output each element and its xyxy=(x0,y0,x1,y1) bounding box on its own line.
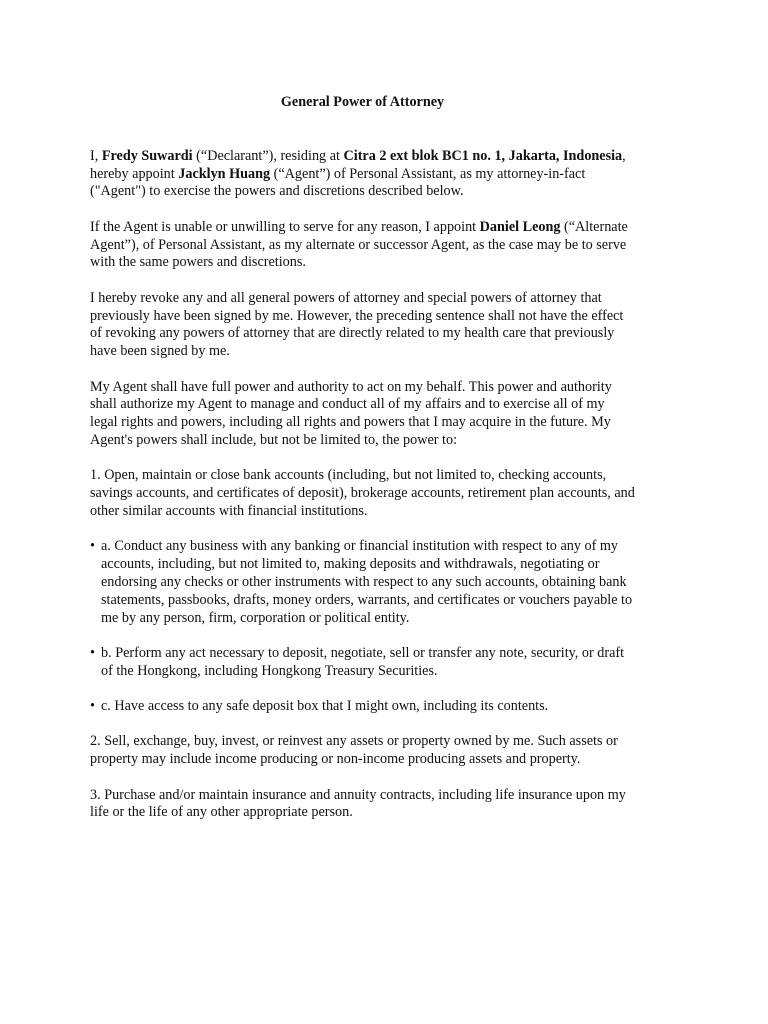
authority-paragraph: My Agent shall have full power and authority to act on my behalf. This power and authority shall authorize my Agent to manage and conduct all of my affairs and to exercise all of my legal rights and powers, including all rights and powers that I may acquire in the future. My Agent's powers shall include, but not be limited to, the power to: xyxy=(90,378,612,448)
bullet-marker: • xyxy=(90,644,95,661)
declarant-address: Citra 2 ext blok BC1 no. 1, Jakarta, Indonesia xyxy=(343,147,623,164)
power-item-1: 1. Open, maintain or close bank accounts (including, but not limited to, checking accounts, savings accounts, and certificates of deposit), brokerage accounts, retirement plan accounts, and other similar accounts with financial institutions. xyxy=(90,467,635,519)
bullet-marker: • xyxy=(90,538,95,555)
bank-powers-list xyxy=(90,538,635,716)
document-title: General Power of Attorney xyxy=(280,94,445,110)
list-item-text: a. Conduct any business with any banking or financial institution with respect to any of my accounts, including, but not limited to, making deposits and withdrawals, negotiating or endorsing any checks or other instruments with respect to any such accounts, obtaining bank statements, passbooks, drafts, money orders, warrants, and certificates or vouchers payable to me by any person, firm, corporation or political entity. xyxy=(101,538,633,626)
list-item xyxy=(90,538,635,627)
power-item-3: 3. Purchase and/or maintain insurance and annuity contracts, including life insurance upon my life or the life of any other appropriate person. xyxy=(90,786,626,821)
alternate-agent-paragraph xyxy=(90,219,635,272)
revocation-paragraph: I hereby revoke any and all general powers of attorney and special powers of attorney that previously have been signed by me. However, the preceding sentence shall not have the effect of revoking any powers of attorney that are directly related to my health care that previously have been signed by me. xyxy=(90,289,624,360)
list-item xyxy=(90,645,635,681)
power-item-2: 2. Sell, exchange, buy, invest, or reinvest any assets or property owned by me. Such assets or property may include income producing or non-income producing assets and property. xyxy=(90,733,618,768)
appointment-text-4: (“Agent”) of Personal Assistant, as my attorney-in-fact ("Agent") to exercise the powers and discretions described below. xyxy=(90,165,586,200)
alternate-text-1: If the Agent is unable or unwilling to serve for any reason, I appoint xyxy=(90,218,480,235)
appointment-text-2: (“Declarant”), residing at xyxy=(192,147,344,164)
list-item-text: b. Perform any act necessary to deposit, negotiate, sell or transfer any note, security, or draft of the Hongkong, including Hongkong Treasury Securities. xyxy=(101,644,625,679)
bullet-marker: • xyxy=(90,698,95,715)
alternate-text-2: (“Alternate Agent”), of Personal Assistant, as my alternate or successor Agent, as the case may be to serve with the same powers and discretions. xyxy=(90,218,628,271)
list-item xyxy=(90,698,635,716)
document-page xyxy=(90,94,635,840)
alternate-agent-name: Daniel Leong xyxy=(479,218,561,235)
appointment-paragraph xyxy=(90,148,635,201)
appointment-text-1: I, xyxy=(90,147,102,164)
list-item-text: c. Have access to any safe deposit box that I might own, including its contents. xyxy=(101,698,549,715)
declarant-name: Fredy Suwardi xyxy=(101,147,193,164)
agent-name: Jacklyn Huang xyxy=(178,165,271,182)
appointment-text-3: , hereby appoint xyxy=(90,147,626,182)
